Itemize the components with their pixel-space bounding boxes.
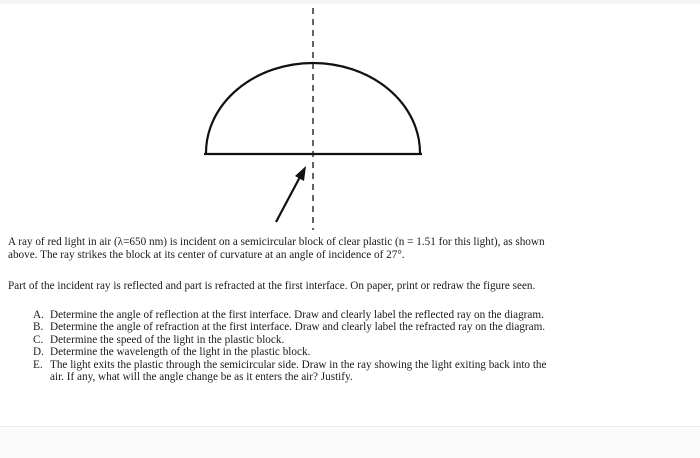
- incident-ray-arrowhead: [295, 166, 306, 181]
- question-text: Determine the speed of the light in the plastic block.: [50, 333, 285, 346]
- instructions: Part of the incident ray is reflected and part is refracted at the first interface. On paper, print or redraw the figure seen.: [8, 280, 536, 292]
- question-text-continued: air. If any, what will the angle change be as it enters the air? Justify.: [50, 371, 353, 384]
- question-letter: C.: [33, 333, 44, 346]
- question-item: [33, 309, 546, 321]
- problem-statement: [8, 236, 545, 262]
- question-text: Determine the angle of refraction at the first interface. Draw and clearly label the refracted ray on the diagram.: [50, 321, 546, 334]
- question-list: [33, 309, 546, 383]
- problem-line-2: above. The ray strikes the block at its center of curvature at an angle of incidence of 27°.: [8, 249, 405, 261]
- question-text: Determine the angle of reflection at the first interface. Draw and clearly label the reflected ray on the diagram.: [50, 309, 544, 321]
- question-item: [33, 346, 546, 358]
- question-letter: A.: [33, 309, 44, 321]
- question-text: Determine the wavelength of the light in the plastic block.: [50, 346, 311, 359]
- bottom-band: [0, 426, 700, 458]
- question-letter: D.: [33, 346, 44, 359]
- question-letter: B.: [33, 321, 44, 334]
- question-letter: E.: [33, 358, 43, 371]
- question-item: [33, 334, 546, 346]
- question-item: [33, 321, 546, 333]
- question-text: The light exits the plastic through the semicircular side. Draw in the ray showing the light exiting back into the: [50, 358, 547, 371]
- problem-line-1: A ray of red light in air (λ=650 nm) is incident on a semicircular block of clear plastic (n = 1.51 for this light), as shown: [8, 236, 545, 248]
- incident-ray: [276, 175, 301, 222]
- question-item: [33, 359, 546, 384]
